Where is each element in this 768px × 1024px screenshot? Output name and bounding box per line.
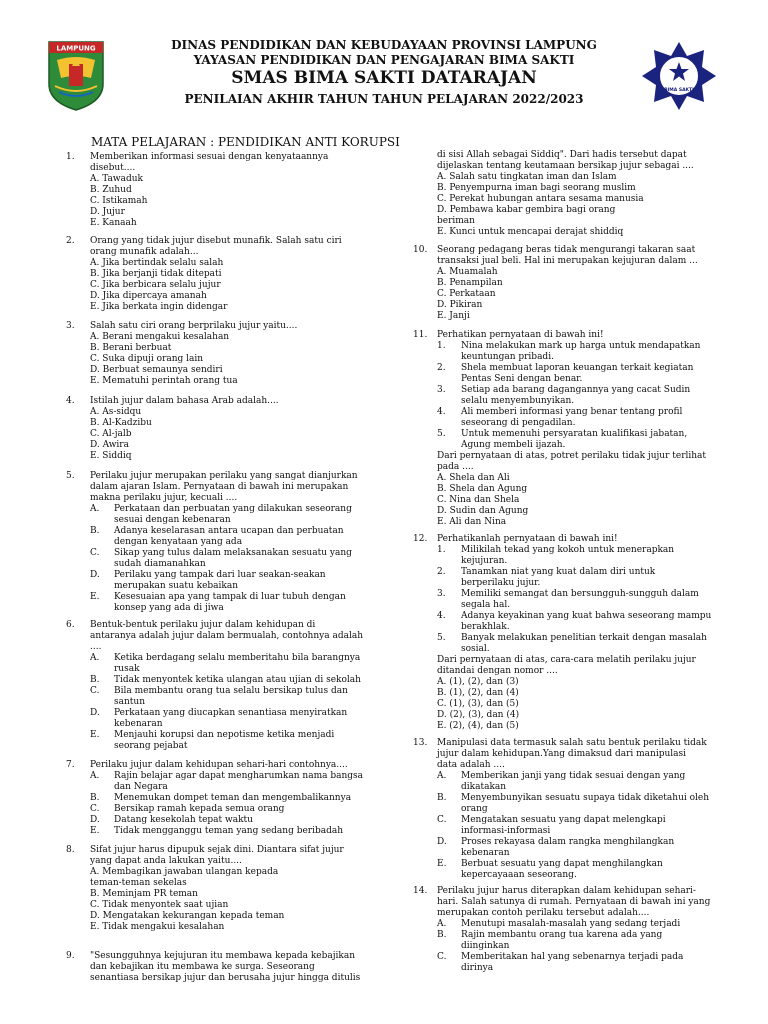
option-c: C. Perekat hubungan antara sesama manusia bbox=[437, 194, 644, 204]
question-stem: Perhatikan pernyataan di bawah ini! bbox=[437, 330, 604, 340]
svg-text:LAMPUNG: LAMPUNG bbox=[56, 44, 96, 53]
question-stem: "Sesungguhnya kejujuran itu membawa kepada kebajikan dan kebajikan itu membawa ke surga. Seseorang senantiasa bersikap jujur dan berusaha jujur hingga ditulis bbox=[90, 951, 361, 983]
statement-5: 5. Untuk memenuhi persyaratan kualifikasi jabatan, Agung membeli ijazah. bbox=[437, 429, 688, 450]
option-b: B. Berani berbuat bbox=[90, 343, 172, 353]
question-stem: Manipulasi data termasuk salah satu bentuk perilaku tidak jujur dalam kehidupan.Yang dimaksud dari manipulasi data adalah .... bbox=[437, 738, 707, 770]
option-a: A. Berani mengakui kesalahan bbox=[90, 332, 230, 342]
option-c: C. Perkataan bbox=[437, 289, 496, 299]
option-a: A. Rajin belajar agar dapat mengharumkan nama bangsa dan Negara bbox=[90, 771, 363, 792]
question-number: 12. bbox=[413, 534, 428, 544]
option-e: E. Kunci untuk mencapai derajat shiddiq bbox=[437, 227, 624, 237]
option-c: C. Mengatakan sesuatu yang dapat melengkapi informasi-informasi bbox=[437, 815, 666, 836]
question-stem: Perilaku jujur harus diterapkan dalam kehidupan sehari- hari. Salah satunya di rumah. Pernyataan di bawah ini yang merupakan contoh perilaku tersebut adalah.... bbox=[437, 886, 711, 918]
statement-1: 1. Milikilah tekad yang kokoh untuk menerapkan kejujuran. bbox=[437, 545, 675, 566]
header-line-1: DINAS PENDIDIKAN DAN KEBUDAYAAN PROVINSI LAMPUNG bbox=[171, 38, 597, 52]
option-e: E. Janji bbox=[437, 311, 470, 321]
option-d: D. Awira bbox=[90, 440, 129, 450]
question-number: 13. bbox=[413, 738, 428, 748]
statement-2: 2. Tanamkan niat yang kuat dalam diri untuk berperilaku jujur. bbox=[437, 567, 656, 588]
option-b: B. Adanya keselarasan antara ucapan dan perbuatan dengan kenyataan yang ada bbox=[90, 526, 344, 547]
option-a: A. Menutupi masalah-masalah yang sedang terjadi bbox=[437, 919, 681, 929]
statement-3: 3. Setiap ada barang dagangannya yang cacat Sudin selalu menyembunyikan. bbox=[437, 385, 691, 406]
document-header bbox=[0, 0, 768, 130]
option-c: C. Bila membantu orang tua selalu bersikap tulus dan santun bbox=[90, 686, 348, 707]
statement-4: 4. Ali memberi informasi yang benar tentang profil seseorang di pengadilan. bbox=[437, 407, 683, 428]
option-b: B. Penampilan bbox=[437, 278, 503, 288]
question-prompt: Dari pernyataan di atas, potret perilaku tidak jujur terlihat pada .... bbox=[437, 451, 707, 472]
statement-2: 2. Shela membuat laporan keuangan terkait kegiatan Pentas Seni dengan benar. bbox=[437, 363, 694, 384]
option-c: C. Nina dan Shela bbox=[437, 495, 520, 505]
question-stem: Orang yang tidak jujur disebut munafik. Salah satu ciri orang munafik adalah... bbox=[90, 236, 342, 257]
question-stem: Perilaku jujur merupakan perilaku yang sangat dianjurkan dalam ajaran Islam. Pernyataan di bawah ini merupakan makna perilaku jujur, kecuali .... bbox=[90, 471, 358, 503]
question-stem: Sifat jujur harus dipupuk sejak dini. Diantara sifat jujur yang dapat anda lakukan yaitu.... bbox=[90, 845, 344, 866]
option-e: E. Jika berkata ingin didengar bbox=[90, 302, 228, 312]
school-name: SMAS BIMA SAKTI DATARAJAN bbox=[231, 68, 537, 88]
option-d: D. Berbuat semaunya sendiri bbox=[90, 365, 223, 375]
statement-5: 5. Banyak melakukan penelitian terkait dengan masalah sosial. bbox=[437, 633, 707, 654]
question-number: 10. bbox=[413, 245, 428, 255]
option-b: B. Jika berjanji tidak ditepati bbox=[90, 269, 222, 279]
option-d: D. (2), (3), dan (4) bbox=[437, 710, 520, 720]
question-stem: Memberikan informasi sesuai dengan kenyataannya disebut.... bbox=[90, 152, 329, 173]
option-a: A. Ketika berdagang selalu memberitahu bila barangnya rusak bbox=[90, 653, 361, 674]
option-e: E. Mematuhi perintah orang tua bbox=[90, 376, 238, 386]
option-b: B. Meminjam PR teman bbox=[90, 889, 198, 899]
question-stem: di sisi Allah sebagai Siddiq". Dari hadis tersebut dapat dijelaskan tentang keutamaan bersikap jujur sebagai .... bbox=[437, 150, 694, 171]
option-c: C. Tidak menyontek saat ujian bbox=[90, 900, 229, 910]
option-a: A. Shela dan Ali bbox=[437, 473, 510, 483]
question-number: 6. bbox=[66, 620, 75, 630]
question-stem: Perhatikanlah pernyataan di bawah ini! bbox=[437, 534, 618, 544]
option-a: A. Perkataan dan perbuatan yang dilakukan seseorang sesuai dengan kebenaran bbox=[90, 504, 352, 525]
option-a: A. (1), (2), dan (3) bbox=[437, 677, 519, 687]
option-c: C. Bersikap ramah kepada semua orang bbox=[90, 804, 285, 814]
option-c: C. Memberitakan hal yang sebenarnya terjadi pada dirinya bbox=[437, 952, 684, 973]
question-number: 5. bbox=[66, 471, 75, 481]
option-a: A. Salah satu tingkatan iman dan Islam bbox=[437, 172, 617, 182]
statement-1: 1. Nina melakukan mark up harga untuk mendapatkan keuntungan pribadi. bbox=[437, 341, 701, 362]
question-stem: Perilaku jujur dalam kehidupan sehari-hari contohnya.... bbox=[90, 760, 348, 770]
option-b: B. Tidak menyontek ketika ulangan atau ujian di sekolah bbox=[90, 675, 361, 685]
question-stem: Bentuk-bentuk perilaku jujur dalam kehidupan di antaranya adalah jujur dalam bermualah, contohnya adalah .... bbox=[90, 620, 363, 652]
option-a: A. Membagikan jawaban ulangan kepada teman-teman sekelas bbox=[90, 867, 279, 888]
question-number: 1. bbox=[66, 152, 75, 162]
option-e: E. Ali dan Nina bbox=[437, 517, 507, 527]
question-number: 9. bbox=[66, 951, 75, 961]
question-number: 7. bbox=[66, 760, 75, 770]
option-c: C. Jika berbicara selalu jujur bbox=[90, 280, 221, 290]
option-d: D. Mengatakan kekurangan kepada teman bbox=[90, 911, 285, 921]
option-d: D. Proses rekayasa dalam rangka menghilangkan kebenaran bbox=[437, 837, 675, 858]
option-d: D. Jika dipercaya amanah bbox=[90, 291, 207, 301]
option-e: E. Kanaah bbox=[90, 218, 137, 228]
option-e: E. Kesesuaian apa yang tampak di luar tubuh dengan konsep yang ada di jiwa bbox=[90, 592, 346, 613]
option-b: B. (1), (2), dan (4) bbox=[437, 688, 519, 698]
option-c: C. Sikap yang tulus dalam melaksanakan sesuatu yang sudah diamanahkan bbox=[90, 548, 352, 569]
statement-4: 4. Adanya keyakinan yang kuat bahwa seseorang mampu berakhlak. bbox=[437, 611, 712, 632]
exam-title: PENILAIAN AKHIR TAHUN TAHUN PELAJARAN 2022/2023 bbox=[184, 92, 584, 106]
option-b: B. Menemukan dompet teman dan mengembalikannya bbox=[90, 793, 352, 803]
option-b: B. Shela dan Agung bbox=[437, 484, 528, 494]
bima-sakti-school-logo bbox=[640, 40, 718, 112]
option-d: D. Pembawa kabar gembira bagi orang beriman bbox=[437, 205, 616, 226]
question-stem: Istilah jujur dalam bahasa Arab adalah.... bbox=[90, 396, 279, 406]
option-b: B. Zuhud bbox=[90, 185, 132, 195]
question-number: 11. bbox=[413, 330, 428, 340]
header-line-2: YAYASAN PENDIDIKAN DAN PENGAJARAN BIMA SAKTI bbox=[193, 53, 575, 67]
statement-3: 3. Memiliki semangat dan bersungguh-sungguh dalam segala hal. bbox=[437, 589, 699, 610]
option-e: E. Tidak mengakui kesalahan bbox=[90, 922, 225, 932]
option-d: D. Perilaku yang tampak dari luar seakan-seakan merupakan suatu kebaikan bbox=[90, 570, 326, 591]
question-number: 14. bbox=[413, 886, 428, 896]
question-stem: Seorang pedagang beras tidak mengurangi takaran saat transaksi jual beli. Hal ini merupakan kejujuran dalam ... bbox=[437, 245, 698, 266]
option-a: A. Muamalah bbox=[437, 267, 498, 277]
option-e: E. Siddiq bbox=[90, 451, 132, 461]
option-a: A. As-sidqu bbox=[90, 407, 142, 417]
option-e: E. (2), (4), dan (5) bbox=[437, 721, 519, 731]
option-d: D. Jujur bbox=[90, 207, 125, 217]
option-c: C. Al-jalb bbox=[90, 429, 132, 439]
option-b: B. Al-Kadzibu bbox=[90, 418, 152, 428]
question-number: 4. bbox=[66, 396, 75, 406]
option-b: B. Penyempurna iman bagi seorang muslim bbox=[437, 183, 636, 193]
option-c: C. Istikamah bbox=[90, 196, 148, 206]
option-d: D. Perkataan yang diucapkan senantiasa menyiratkan kebenaran bbox=[90, 708, 348, 729]
option-d: D. Sudin dan Agung bbox=[437, 506, 529, 516]
option-d: D. Pikiran bbox=[437, 300, 483, 310]
option-a: A. Memberikan janji yang tidak sesuai dengan yang dikatakan bbox=[437, 771, 686, 792]
question-number: 8. bbox=[66, 845, 75, 855]
question-stem: Salah satu ciri orang berprilaku jujur yaitu.... bbox=[90, 321, 298, 331]
question-prompt: Dari pernyataan di atas, cara-cara melatih perilaku jujur ditandai dengan nomor .... bbox=[437, 655, 696, 676]
option-e: E. Menjauhi korupsi dan nepotisme ketika menjadi seorang pejabat bbox=[90, 730, 335, 751]
subject-title: MATA PELAJARAN : PENDIDIKAN ANTI KORUPSI bbox=[91, 135, 400, 149]
option-a: A. Jika bertindak selalu salah bbox=[90, 258, 224, 268]
option-c: C. Suka dipuji orang lain bbox=[90, 354, 204, 364]
option-e: E. Tidak mengganggu teman yang sedang beribadah bbox=[90, 826, 344, 836]
option-c: C. (1), (3), dan (5) bbox=[437, 699, 519, 709]
option-b: B. Rajin membantu orang tua karena ada yang diinginkan bbox=[437, 930, 663, 951]
question-number: 2. bbox=[66, 236, 75, 246]
svg-text:BIMA SAKTI: BIMA SAKTI bbox=[664, 88, 694, 93]
option-e: E. Berbuat sesuatu yang dapat menghilangkan kepercayaaan seseorang. bbox=[437, 859, 663, 880]
question-number: 3. bbox=[66, 321, 75, 331]
option-b: B. Menyembunyikan sesuatu supaya tidak diketahui oleh orang bbox=[437, 793, 710, 814]
option-a: A. Tawaduk bbox=[90, 174, 143, 184]
option-d: D. Datang kesekolah tepat waktu bbox=[90, 815, 253, 825]
